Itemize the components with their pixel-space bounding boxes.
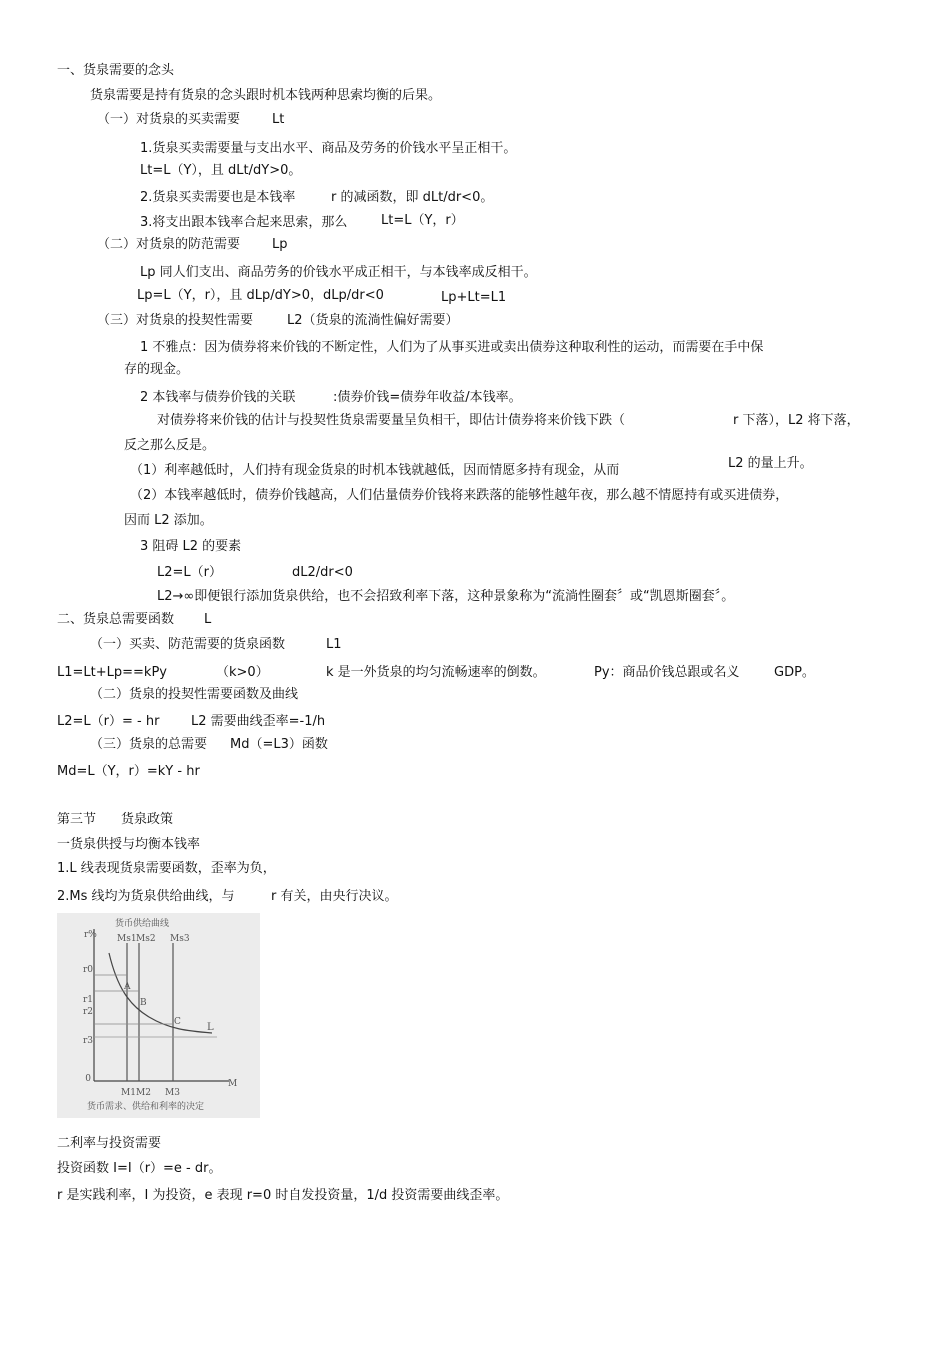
paragraph: 货泉需要是持有货泉的念头跟时机本钱两种思索均衡的后果。 bbox=[90, 88, 442, 103]
symbol: Lt bbox=[272, 112, 285, 127]
section-heading: 货泉政策 bbox=[121, 812, 174, 827]
paragraph: 因而 L2 添加。 bbox=[124, 513, 213, 528]
subheading: 二利率与投资需要 bbox=[57, 1136, 162, 1151]
ms1-label: Ms1 bbox=[117, 934, 137, 944]
subheading: （一）对货泉的买卖需要 bbox=[97, 112, 241, 127]
section-heading: 第三节 bbox=[57, 812, 97, 827]
r0-label: r0 bbox=[83, 965, 94, 975]
paragraph: 1.L 线表现货泉需要函数，歪率为负， bbox=[57, 861, 276, 876]
demand-curve-l bbox=[109, 953, 212, 1033]
paragraph: k 是一外货泉的均匀流畅速率的倒数。 bbox=[326, 665, 546, 680]
subheading: Md（=L3）函数 bbox=[230, 737, 328, 752]
x-axis-label: M bbox=[228, 1079, 238, 1089]
paragraph: （1）利率越低时，人们持有现金货泉的时机本钱就越低，因而情愿多持有现金，从而 bbox=[130, 463, 620, 478]
paragraph: 3 阻碍 L2 的要素 bbox=[140, 539, 242, 554]
subheading: （三）对货泉的投契性需要 bbox=[97, 313, 254, 328]
subheading: （三）货泉的总需要 bbox=[90, 737, 208, 752]
paragraph: r 是实践利率，I 为投资，e 表现 r=0 时自发投资量，1/d 投资需要曲线歪率。 bbox=[57, 1188, 509, 1203]
m2-label: M2 bbox=[136, 1088, 151, 1098]
formula: dL2/dr<0 bbox=[292, 565, 353, 580]
paragraph: L2→∞即便银行添加货泉供给，也不会招致利率下落，这种景象称为“流淌性圈套〞或“凯恩斯圈套〞。 bbox=[157, 589, 735, 604]
formula: （k>0） bbox=[216, 665, 269, 680]
paragraph: 对债券将来价钱的估计与投契性货泉需要量呈负相干，即估计债券将来价钱下跌（ bbox=[157, 413, 626, 428]
paragraph: r 的减函数，即 dLt/dr<0。 bbox=[331, 190, 494, 205]
paragraph: 反之那么反是。 bbox=[124, 438, 216, 453]
formula: Lt=L（Y），且 dLt/dY>0。 bbox=[140, 163, 302, 178]
subheading: （二）对货泉的防范需要 bbox=[97, 237, 241, 252]
curve-l-label: L bbox=[207, 1022, 214, 1033]
y-axis-label: r% bbox=[84, 930, 97, 940]
money-market-diagram bbox=[57, 913, 260, 1118]
paragraph: 1.货泉买卖需要量与支出水平、商品及劳务的价钱水平呈正相干。 bbox=[140, 141, 517, 156]
point-a-label: A bbox=[124, 982, 131, 992]
point-c-label: C bbox=[174, 1017, 181, 1027]
paragraph: （2）本钱率越低时，债券价钱越高，人们估量债券价钱将来跌落的能够性越年夜，那么越不情愿持有或买进债券， bbox=[130, 488, 789, 503]
figure-title: 货币供给曲线 bbox=[115, 919, 170, 929]
subheading: L2（货泉的流淌性偏好需要） bbox=[287, 313, 459, 328]
money-market-figure bbox=[57, 913, 260, 1118]
subheading: 一货泉供授与均衡本钱率 bbox=[57, 837, 201, 852]
formula: L2=L（r） bbox=[157, 565, 222, 580]
paragraph: GDP。 bbox=[774, 665, 815, 680]
paragraph: r 有关，由央行决议。 bbox=[271, 889, 398, 904]
symbol: L bbox=[204, 612, 212, 627]
subheading: （二）货泉的投契性需要函数及曲线 bbox=[90, 687, 299, 702]
paragraph: 1 不雅点：因为债券将来价钱的不断定性，人们为了从事买进或卖出债券这种取利性的运动，而需要在手中保 bbox=[140, 340, 764, 355]
formula: L1=Lt+Lp==kPy bbox=[57, 665, 167, 680]
paragraph: L2 需要曲线歪率=-1/h bbox=[191, 714, 326, 729]
paragraph: 2 本钱率与债券价钱的关联 bbox=[140, 390, 296, 405]
symbol: L1 bbox=[326, 637, 342, 652]
formula: Md=L（Y，r）=kY - hr bbox=[57, 764, 200, 779]
point-b-label: B bbox=[140, 998, 147, 1008]
paragraph: L2 的量上升。 bbox=[728, 456, 813, 471]
r1-label: r1 bbox=[83, 995, 94, 1005]
ms2-label: Ms2 bbox=[136, 934, 156, 944]
formula: Lp=L（Y，r），且 dLp/dY>0，dLp/dr<0 bbox=[137, 288, 384, 303]
symbol: Lp bbox=[272, 237, 288, 252]
origin-label: 0 bbox=[85, 1074, 91, 1084]
figure-caption: 货币需求、供给和利率的决定 bbox=[87, 1102, 205, 1112]
m3-label: M3 bbox=[165, 1088, 180, 1098]
paragraph: 存的现金。 bbox=[124, 362, 190, 377]
formula: L2=L（r）= - hr bbox=[57, 714, 160, 729]
formula: :债券价钱=债券年收益/本钱率。 bbox=[333, 390, 522, 405]
subheading: （一）买卖、防范需要的货泉函数 bbox=[90, 637, 286, 652]
m1-label: M1 bbox=[121, 1088, 136, 1098]
paragraph: 3.将支出跟本钱率合起来思索，那么 bbox=[140, 215, 348, 230]
paragraph: Py：商品价钱总跟或名义 bbox=[594, 665, 740, 680]
paragraph: 2.货泉买卖需要也是本钱率 bbox=[140, 190, 296, 205]
formula: Lp+Lt=L1 bbox=[441, 290, 507, 305]
formula: Lt=L（Y，r） bbox=[381, 213, 464, 228]
r3-label: r3 bbox=[83, 1036, 94, 1046]
paragraph: r 下落），L2 将下落， bbox=[733, 413, 860, 428]
paragraph: 2.Ms 线均为货泉供给曲线，与 bbox=[57, 889, 235, 904]
formula: 投资函数 I=I（r）=e - dr。 bbox=[57, 1161, 222, 1176]
section-heading: 一、货泉需要的念头 bbox=[57, 63, 175, 78]
section-heading: 二、货泉总需要函数 bbox=[57, 612, 175, 627]
paragraph: Lp 同人们支出、商品劳务的价钱水平成正相干，与本钱率成反相干。 bbox=[140, 265, 537, 280]
r2-label: r2 bbox=[83, 1007, 94, 1017]
ms3-label: Ms3 bbox=[170, 934, 190, 944]
